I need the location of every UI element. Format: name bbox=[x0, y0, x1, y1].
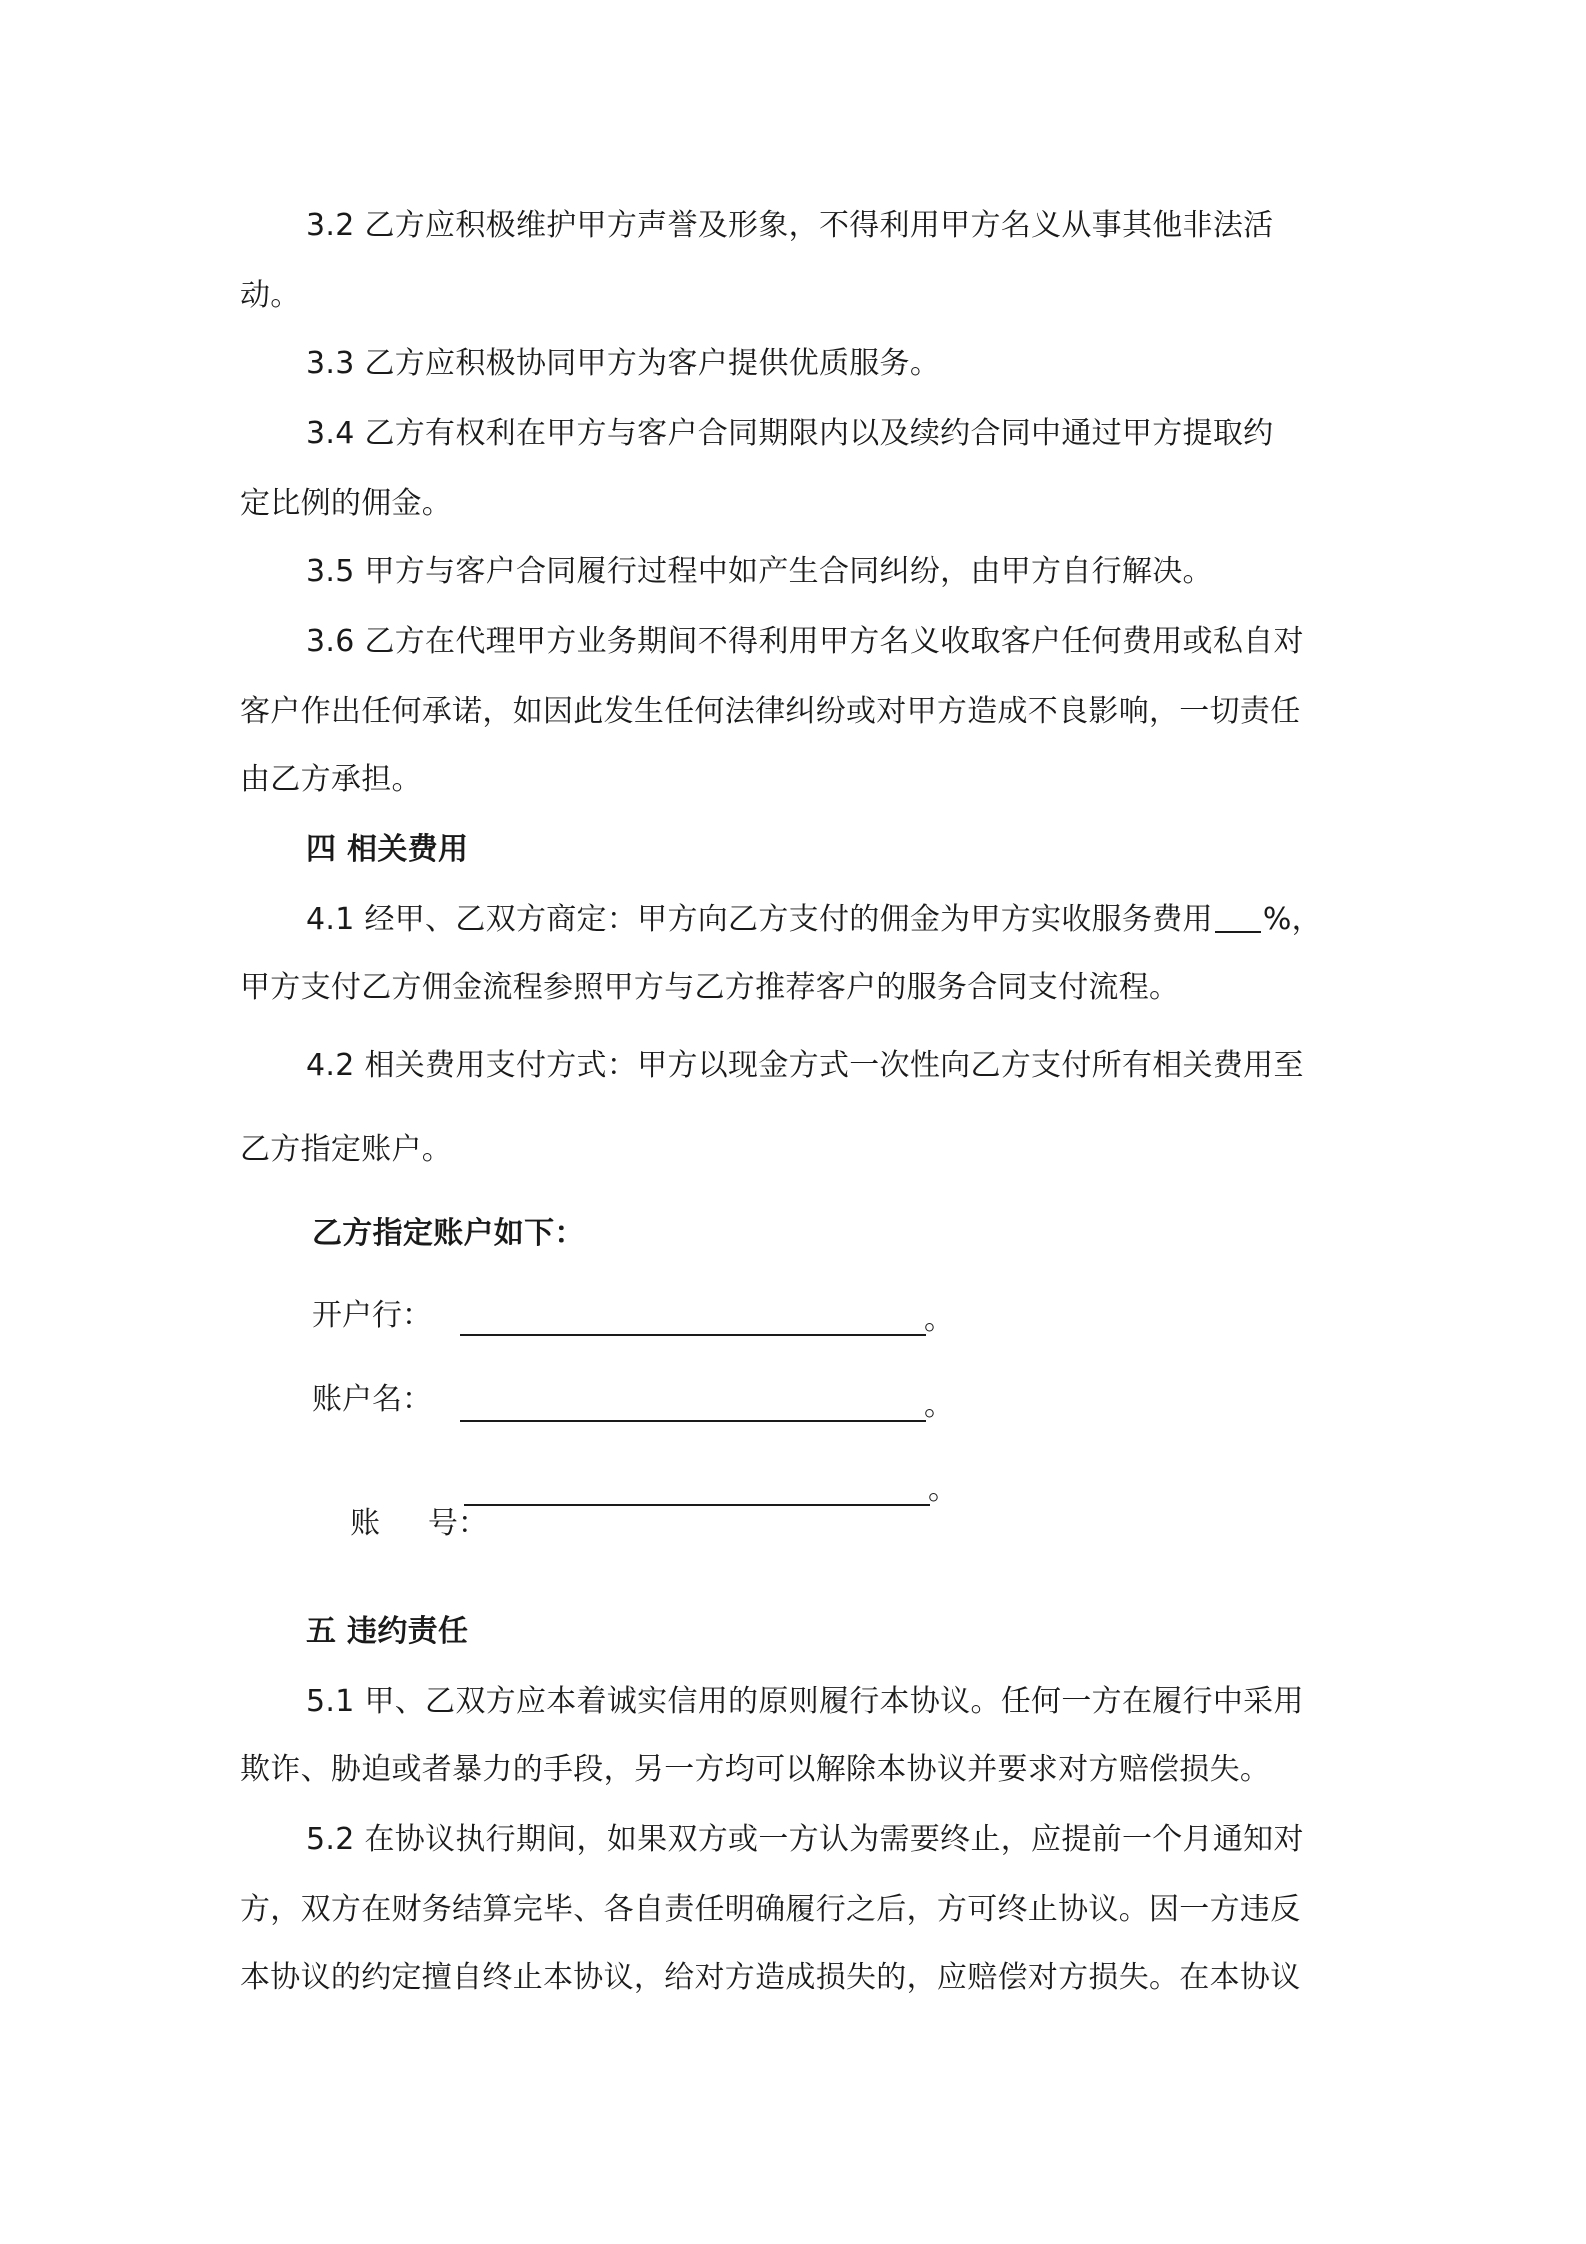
account-name-period: 。 bbox=[924, 1388, 954, 1423]
clause-4-1-suffix: %， bbox=[1262, 902, 1322, 937]
clause-3-3: 3.3 乙方应积极协同甲方为客户提供优质服务。 bbox=[306, 346, 941, 381]
clause-5-2-line-2: 方，双方在财务结算完毕、各自责任明确履行之后，方可终止协议。因一方违反 bbox=[240, 1892, 1301, 1927]
account-number-row bbox=[312, 1464, 496, 1584]
clause-3-2-line-2: 动。 bbox=[240, 278, 301, 313]
section-5-heading: 五 违约责任 bbox=[306, 1614, 469, 1649]
account-name-label: 账户名： bbox=[312, 1382, 432, 1417]
account-number-period: 。 bbox=[928, 1472, 958, 1507]
account-number-underline bbox=[464, 1504, 930, 1506]
section-4-heading: 四 相关费用 bbox=[306, 832, 469, 867]
clause-3-5: 3.5 甲方与客户合同履行过程中如产生合同纠纷，由甲方自行解决。 bbox=[306, 554, 1213, 589]
account-bank-row bbox=[312, 1296, 458, 1336]
clause-3-6-line-2: 客户作出任何承诺，如因此发生任何法律纠纷或对甲方造成不良影响，一切责任 bbox=[240, 694, 1301, 729]
clause-4-1-line-1 bbox=[306, 900, 1322, 940]
account-name-row bbox=[312, 1380, 458, 1420]
clause-5-2-line-1: 5.2 在协议执行期间，如果双方或一方认为需要终止，应提前一个月通知对 bbox=[306, 1822, 1304, 1857]
clause-3-6-line-1: 3.6 乙方在代理甲方业务期间不得利用甲方名义收取客户任何费用或私自对 bbox=[306, 624, 1304, 659]
clause-3-6-line-3: 由乙方承担。 bbox=[240, 762, 422, 797]
clause-4-1-text: 4.1 经甲、乙双方商定：甲方向乙方支付的佣金为甲方实收服务费用 bbox=[306, 902, 1213, 937]
account-bank-label: 开户行： bbox=[312, 1298, 432, 1333]
clause-3-4-line-1: 3.4 乙方有权利在甲方与客户合同期限内以及续约合同中通过甲方提取约 bbox=[306, 416, 1274, 451]
commission-percent-blank bbox=[1215, 903, 1261, 933]
account-name-underline bbox=[460, 1420, 926, 1422]
account-bank-period: 。 bbox=[924, 1302, 954, 1337]
account-heading: 乙方指定账户如下： bbox=[312, 1216, 585, 1251]
account-bank-underline bbox=[460, 1334, 926, 1336]
clause-3-4-line-2: 定比例的佣金。 bbox=[240, 486, 453, 521]
clause-4-2-line-1: 4.2 相关费用支付方式：甲方以现金方式一次性向乙方支付所有相关费用至 bbox=[306, 1048, 1304, 1083]
account-number-label: 账 号： bbox=[350, 1506, 488, 1541]
clause-4-1-line-2: 甲方支付乙方佣金流程参照甲方与乙方推荐客户的服务合同支付流程。 bbox=[240, 970, 1180, 1005]
clause-5-2-line-3: 本协议的约定擅自终止本协议，给对方造成损失的，应赔偿对方损失。在本协议 bbox=[240, 1960, 1301, 1995]
clause-5-1-line-1: 5.1 甲、乙双方应本着诚实信用的原则履行本协议。任何一方在履行中采用 bbox=[306, 1684, 1304, 1719]
clause-4-2-line-2: 乙方指定账户。 bbox=[240, 1132, 453, 1167]
clause-5-1-line-2: 欺诈、胁迫或者暴力的手段，另一方均可以解除本协议并要求对方赔偿损失。 bbox=[240, 1752, 1271, 1787]
clause-3-2-line-1: 3.2 乙方应积极维护甲方声誉及形象，不得利用甲方名义从事其他非法活 bbox=[306, 208, 1274, 243]
